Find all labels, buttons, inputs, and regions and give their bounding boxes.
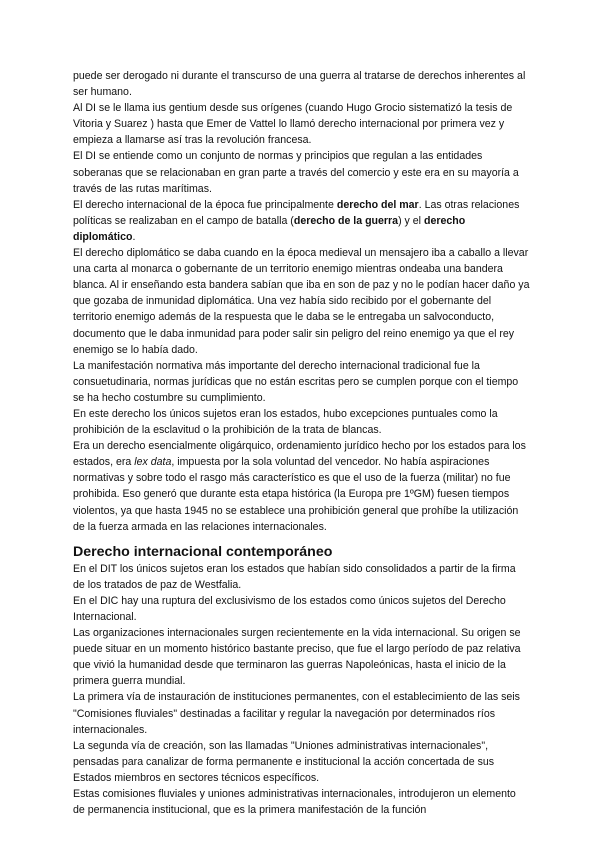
- paragraph: [73, 738, 530, 786]
- text-run: El DI se entiende como un conjunto de normas y principios que regulan a las entidades soberanas que se relacionaban en gran parte a través del comercio y este era en su mayoría a través de las rutas marítimas.: [73, 150, 519, 195]
- paragraph: [73, 438, 530, 535]
- text-run: puede ser derogado ni durante el transcurso de una guerra al tratarse de derechos inherentes al ser humano.: [73, 70, 526, 99]
- section-heading: Derecho internacional contemporáneo: [73, 543, 333, 560]
- bold-text: derecho diplomático: [73, 214, 466, 243]
- paragraph: [73, 68, 530, 100]
- text-run: La primera vía de instauración de instituciones permanentes, con el establecimiento de las seis "Comisiones fluviales" destinadas a facilitar y regular la navegación por determinados ríos internacionales.: [73, 691, 520, 736]
- paragraph: [73, 625, 530, 689]
- text-run: El derecho diplomático se daba cuando en la época medieval un mensajero iba a caballo a llevar una carta al monarca o gobernante de un territorio enemigo mientras ondeaba una bandera blanca. Al ir enseñando esta bandera sabían que iba en son de paz y no le podían hacer daño ya que gozaba de inmunidad diplomática. Una vez había sido recibido por el gobernante del territorio enemigo además de la respuesta que le daba se le entregaba un salvoconducto, documento que le daba inmunidad para poder salir sin peligro del reino enemigo ya que el rey enemigo se lo había dado.: [73, 247, 530, 356]
- text-run: En este derecho los únicos sujetos eran los estados, hubo excepciones puntuales como la prohibición de la esclavitud o la prohibición de la trata de blancas.: [73, 407, 498, 437]
- text-run: . Las otras relaciones políticas se realizaban en el campo de batalla (: [73, 198, 520, 227]
- document-body: [73, 68, 530, 818]
- text-run: ) y el: [398, 214, 424, 227]
- italic-text: lex data: [134, 456, 172, 469]
- paragraph: [73, 786, 530, 818]
- text-run: La manifestación normativa más importante del derecho internacional tradicional fue la consuetudinaria, normas jurídicas que no están escritas pero se cumplen porque con el tiempo se ha hecho costumbre su cumplimiento.: [73, 359, 519, 404]
- text-run: Al DI se le llama ius gentium desde sus orígenes (cuando Hugo Grocio sistematizó la tesis de Vitoria y Suarez ) hasta que Emer de Vattel lo llamó derecho internacional por primera vez y empieza a llamarse así tras la revolución francesa.: [73, 102, 513, 147]
- bold-text: derecho del mar: [336, 198, 419, 211]
- bold-text: derecho de la guerra: [293, 214, 399, 227]
- paragraph: [73, 561, 530, 593]
- text-run: El derecho internacional de la época fue principalmente: [73, 198, 337, 211]
- paragraph: [73, 358, 530, 406]
- text-run: Era un derecho esencialmente oligárquico, ordenamiento jurídico hecho por los estados para los estados, era: [73, 440, 526, 469]
- text-run: En el DIT los únicos sujetos eran los estados que habían sido consolidados a partir de la firma de los tratados de paz de Westfalia.: [73, 562, 516, 591]
- paragraph: [73, 148, 530, 196]
- paragraph: [73, 100, 530, 148]
- paragraph: [73, 689, 530, 737]
- paragraph: [73, 593, 530, 625]
- text-run: Estas comisiones fluviales y uniones administrativas internacionales, introdujeron un elemento de permanencia institucional, que es la primera manifestación de la función: [73, 788, 516, 817]
- text-run: .: [132, 230, 136, 243]
- text-run: , impuesta por la sola voluntad del vencedor. No había aspiraciones normativas y sobre todo el rasgo más característico es que el uso de la fuerza (militar) no fue prohibida. Eso generó que durante esta etapa histórica (la Europa pre 1ºGM) fuesen tiempos violentos, ya que hasta 1945 no se establece una prohibición general que prohíbe la utilización de la fuerza armada en las relaciones internacionales.: [73, 456, 519, 533]
- text-run: En el DIC hay una ruptura del exclusivismo de los estados como únicos sujetos del Derecho Internacional.: [73, 594, 506, 623]
- paragraph: [73, 197, 530, 245]
- paragraph: [73, 406, 530, 438]
- text-run: Las organizaciones internacionales surgen recientemente en la vida internacional. Su origen se puede situar en un momento histórico bastante preciso, que fue el largo período de paz relativa que vivió la humanidad desde que terminaron las guerras Napoleónicas, hasta el inicio de la primera guerra mundial.: [73, 627, 521, 688]
- text-run: La segunda vía de creación, son las llamadas "Uniones administrativas internacionales", pensadas para canalizar de forma permanente e institucional la acción concertada de sus Estados miembros en sectores técnicos específicos.: [73, 739, 495, 784]
- paragraph: [73, 245, 530, 358]
